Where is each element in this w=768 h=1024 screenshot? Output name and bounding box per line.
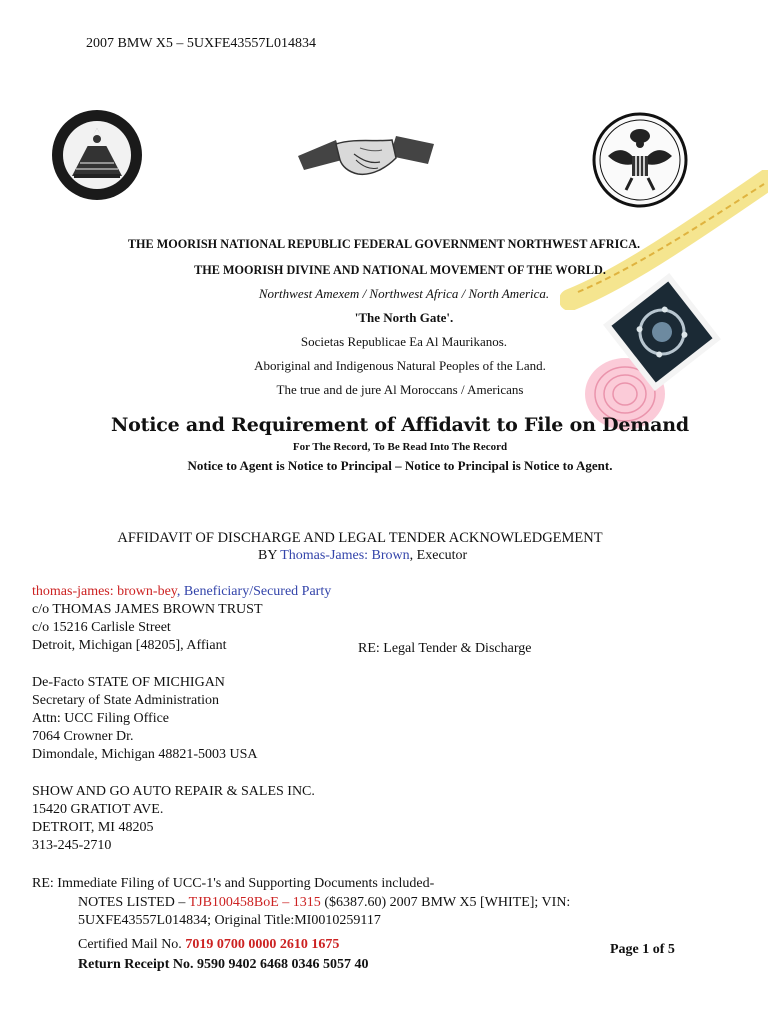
affidavit-title: AFFIDAVIT OF DISCHARGE AND LEGAL TENDER ACKNOWLEDGEMENT (117, 530, 603, 546)
certified-prefix: Certified Mail No. (78, 937, 186, 952)
notice-title: Notice and Requirement of Affidavit to File on Demand (111, 414, 689, 436)
agent-principal-line: Notice to Agent is Notice to Principal – Notice to Principal is Notice to Agent. (187, 458, 613, 473)
title-line-5: Societas Republicae Ea Al Maurikanos. (300, 334, 508, 349)
by-name: Thomas-James: Brown (280, 548, 410, 563)
notes-id: TJB100458BoE – 1315 (188, 895, 321, 910)
recipient2-line4: 313-245-2710 (32, 838, 112, 853)
sender-name: thomas-james: brown-bey (32, 584, 177, 599)
re-ucc-line: RE: Immediate Filing of UCC-1's and Supporting Documents included- (32, 876, 435, 891)
certified-mail-line (78, 937, 339, 953)
re-legal-tender: RE: Legal Tender & Discharge (358, 641, 532, 656)
title-line-7: The true and de jure Al Moroccans / Americans (276, 382, 524, 397)
handshake-icon (296, 130, 436, 182)
by-prefix: BY (258, 548, 281, 563)
recipient1-line4: 7064 Crowner Dr. (32, 729, 134, 744)
recipient1-line1: De-Facto STATE OF MICHIGAN (32, 675, 225, 690)
sender-trust: c/o THOMAS JAMES BROWN TRUST (32, 602, 263, 617)
record-line: For The Record, To Be Read Into The Record (292, 441, 508, 453)
notes-suffix: ($6387.60) 2007 BMW X5 [WHITE]; VIN: (320, 895, 571, 910)
notes-listed-line (78, 895, 570, 911)
affidavit-by-line (258, 548, 467, 564)
page-number: Page 1 of 5 (610, 942, 675, 957)
notes-prefix: NOTES LISTED – (78, 895, 189, 910)
title-line-4: 'The North Gate'. (354, 310, 454, 325)
by-suffix: , Executor (409, 548, 468, 563)
sender-role: , Beneficiary/Secured Party (176, 584, 332, 599)
certified-number: 7019 0700 0000 2610 1675 (185, 937, 340, 952)
recipient1-line2: Secretary of State Administration (32, 693, 220, 708)
recipient2-line1: SHOW AND GO AUTO REPAIR & SALES INC. (32, 784, 315, 799)
title-line-2: THE MOORISH DIVINE AND NATIONAL MOVEMENT OF THE WORLD. (194, 262, 606, 277)
sender-city: Detroit, Michigan [48205], Affiant (32, 638, 227, 653)
title-line-6: Aboriginal and Indigenous Natural Peoples of the Land. (254, 358, 546, 373)
header-vehicle-ref: 2007 BMW X5 – 5UXFE43557L014834 (86, 36, 316, 51)
recipient1-line5: Dimondale, Michigan 48821-5003 USA (32, 747, 258, 762)
pyramid-seal-icon (50, 108, 144, 202)
return-receipt-line: Return Receipt No. 9590 9402 6468 0346 5057 40 (78, 957, 369, 972)
sender-street: c/o 15216 Carlisle Street (32, 620, 171, 635)
vin-title-line: 5UXFE43557L014834; Original Title:MI0010259117 (78, 913, 381, 928)
recipient1-line3: Attn: UCC Filing Office (32, 711, 170, 726)
sender-name-line (32, 584, 331, 600)
recipient2-line2: 15420 GRATIOT AVE. (32, 802, 164, 817)
recipient2-line3: DETROIT, MI 48205 (32, 820, 154, 835)
title-line-1: THE MOORISH NATIONAL REPUBLIC FEDERAL GOVERNMENT NORTHWEST AFRICA. (127, 236, 641, 251)
title-line-3: Northwest Amexem / Northwest Africa / North America. (258, 286, 550, 301)
